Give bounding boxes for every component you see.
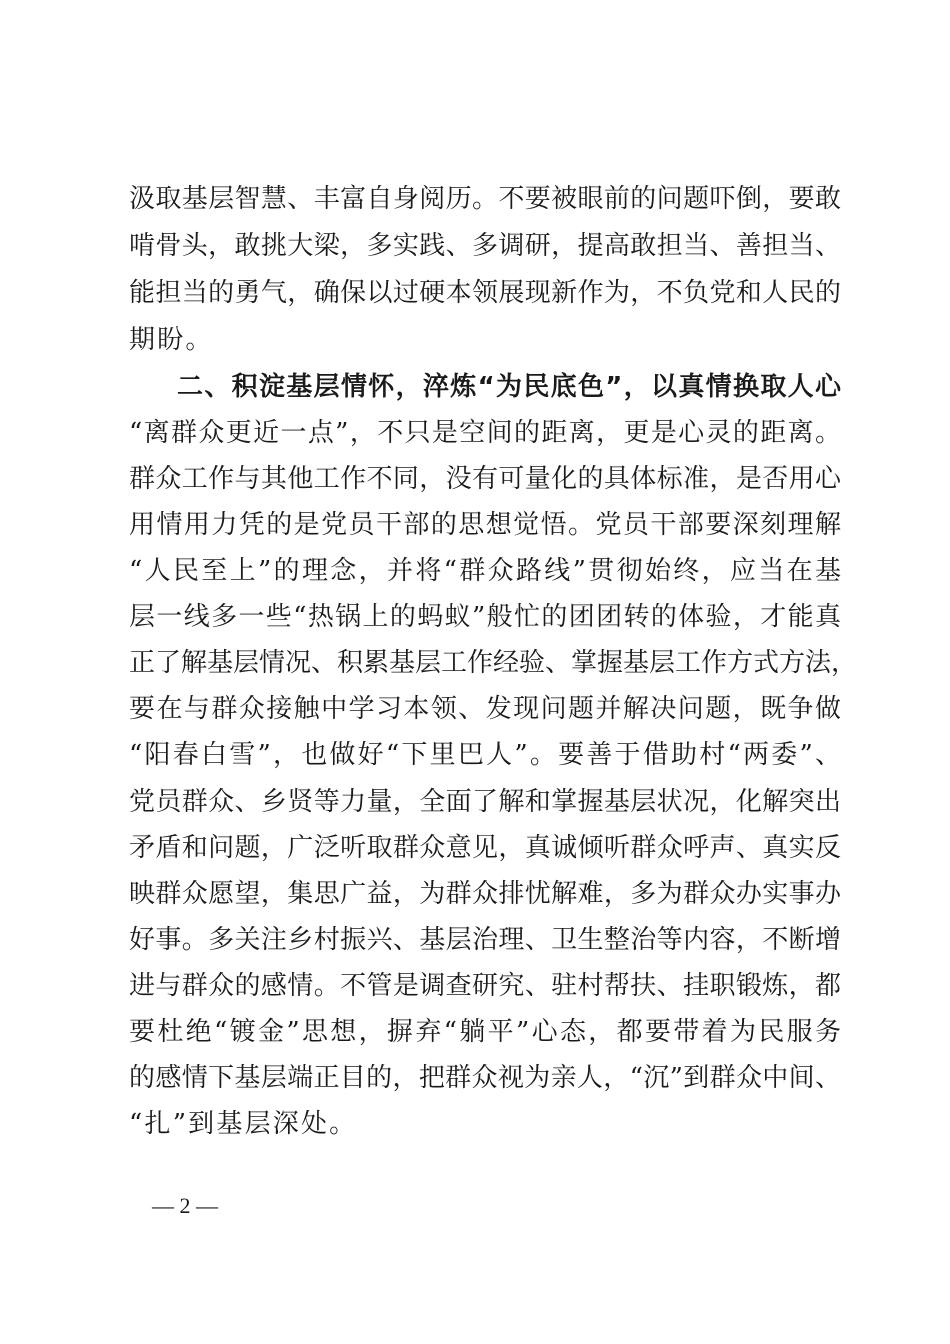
paragraph-line: 群众工作与其他工作不同，没有可量化的具体标准，是否用心: [129, 464, 841, 494]
paragraph-line: “离群众更近一点”，不只是空间的距离，更是心灵的距离。: [129, 418, 841, 448]
paragraph-line: 期盼。: [129, 325, 214, 355]
paragraph-line: 要在与群众接触中学习本领、发现问题并解决问题，既争做: [129, 694, 841, 724]
paragraph-line: “扎”到基层深处。: [129, 1109, 358, 1139]
paragraph-line: “阳春白雪”，也做好“下里巴人”。要善于借助村“两委”、: [129, 740, 841, 770]
paragraph-line: 啃骨头，敢挑大梁，多实践、多调研，提高敢担当、善担当、: [129, 231, 841, 261]
paragraph-line: 党员群众、乡贤等力量，全面了解和掌握基层状况，化解突出: [129, 787, 841, 817]
paragraph-line: 的感情下基层端正目的，把群众视为亲人，“沉”到群众中间、: [129, 1063, 841, 1093]
paragraph-line: 汲取基层智慧、丰富自身阅历。不要被眼前的问题吓倒，要敢: [129, 184, 841, 214]
paragraph-line: 能担当的勇气，确保以过硬本领展现新作为，不负党和人民的: [129, 278, 841, 308]
paragraph-line: 正了解基层情况、积累基层工作经验、掌握基层工作方式方法，: [129, 648, 858, 678]
paragraph-line: 用情用力凭的是党员干部的思想觉悟。党员干部要深刻理解: [129, 510, 841, 540]
page-number: — 2 —: [152, 1193, 218, 1218]
paragraph-line: 矛盾和问题，广泛听取群众意见，真诚倾听群众呼声、真实反: [129, 833, 841, 863]
paragraph-line: 进与群众的感情。不管是调查研究、驻村帮扶、挂职锻炼，都: [129, 971, 841, 1001]
paragraph-line: 层一线多一些“热锅上的蚂蚁”般忙的团团转的体验，才能真: [129, 602, 841, 632]
paragraph-line: 要杜绝“镀金”思想，摒弃“躺平”心态，都要带着为民服务: [129, 1017, 841, 1047]
paragraph-line: 好事。多关注乡村振兴、基层治理、卫生整治等内容，不断增: [129, 925, 841, 955]
paragraph-line: 映群众愿望，集思广益，为群众排忧解难，多为群众办实事办: [129, 879, 841, 909]
section-heading: 二、积淀基层情怀，淬炼“为民底色”，以真情换取人心: [177, 372, 841, 402]
paragraph-line: “人民至上”的理念，并将“群众路线”贯彻始终，应当在基: [129, 556, 841, 586]
